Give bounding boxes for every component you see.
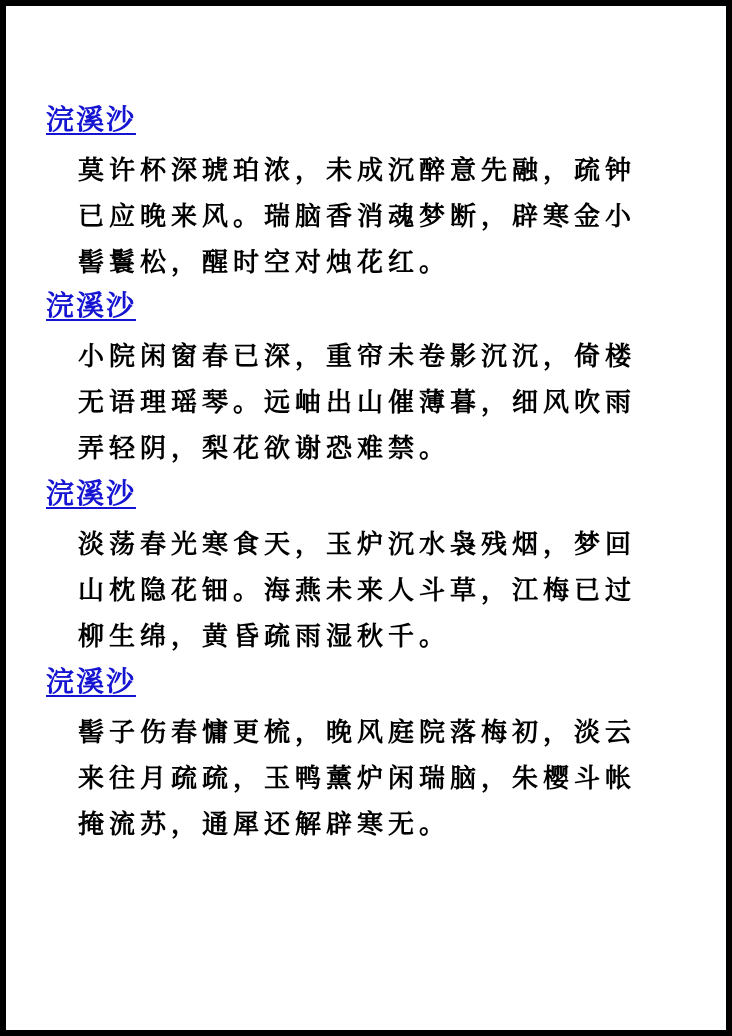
poem-text [78, 710, 636, 848]
poem-line: 小院闲窗春已深，重帘未卷影沉沉，倚楼 [78, 342, 637, 372]
poem-title-link[interactable]: 浣溪沙 [46, 103, 137, 136]
poem-line: 已应晚来风。瑞脑香消魂梦断，辟寒金小 [78, 202, 637, 232]
poem-title-link[interactable]: 浣溪沙 [46, 477, 137, 510]
poem-title-link[interactable]: 浣溪沙 [46, 665, 137, 698]
poem-line: 山枕隐花钿。海燕未来人斗草，江梅已过 [78, 576, 637, 606]
document-page [6, 6, 726, 1030]
poem-text [78, 148, 636, 286]
poem-text [78, 334, 636, 472]
poem-line: 掩流苏，通犀还解辟寒无。 [78, 810, 451, 840]
poem-line: 淡荡春光寒食天，玉炉沉水袅残烟，梦回 [78, 530, 637, 560]
poem-line: 柳生绵，黄昏疏雨湿秋千。 [78, 622, 451, 652]
poem-line: 无语理瑶琴。远岫出山催薄暮，细风吹雨 [78, 388, 637, 418]
poem-line: 髻子伤春慵更梳，晚风庭院落梅初，淡云 [78, 718, 637, 748]
poem-title-link[interactable]: 浣溪沙 [46, 289, 137, 322]
poem-line: 来往月疏疏，玉鸭薰炉闲瑞脑，朱樱斗帐 [78, 764, 637, 794]
poem-line: 髻鬟松，醒时空对烛花红。 [78, 248, 451, 278]
poem-line: 弄轻阴，梨花欲谢恐难禁。 [78, 434, 451, 464]
poem-line: 莫许杯深琥珀浓，未成沉醉意先融，疏钟 [78, 156, 637, 186]
poem-text [78, 522, 636, 660]
